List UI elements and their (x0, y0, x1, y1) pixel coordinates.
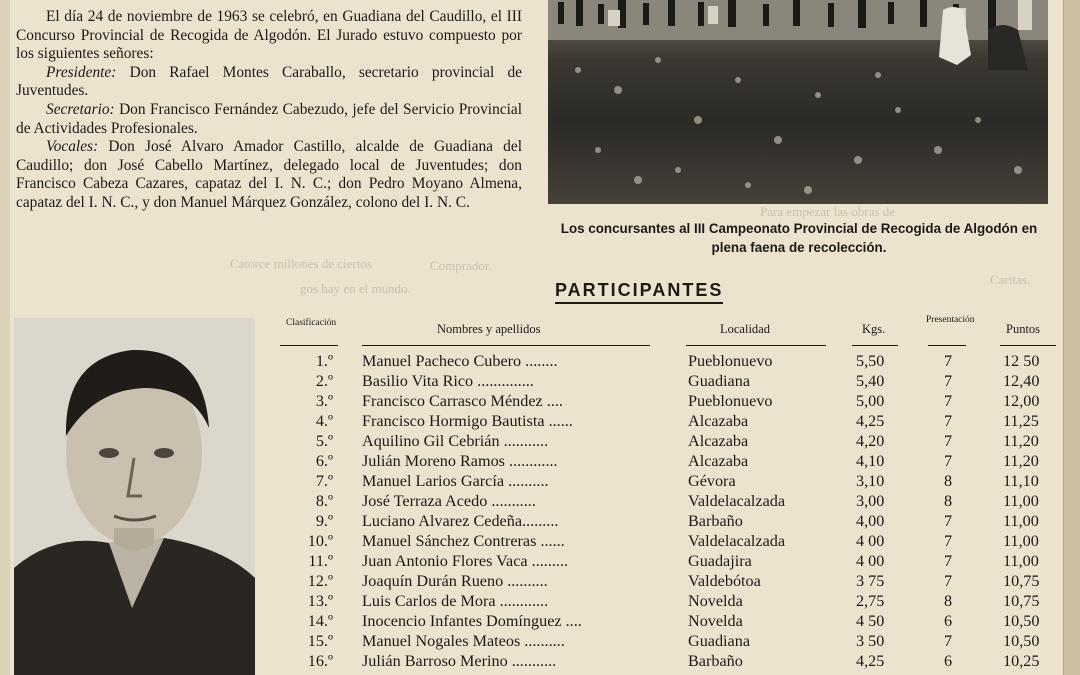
vocales-label: Vocales: (46, 138, 99, 156)
table-row (0, 512, 1065, 532)
name-cell: Basilio Vita Rico .............. (362, 372, 534, 390)
table-row (0, 472, 1065, 492)
presentation-cell: 8 (944, 592, 953, 610)
table-row (0, 492, 1065, 512)
presentation-cell: 7 (944, 532, 953, 550)
participants-heading: PARTICIPANTES (555, 280, 723, 304)
kgs-cell: 4 00 (856, 552, 885, 570)
vocales-text: Don José Alvaro Amador Castillo, alcalde de Guadiana del Caudillo; don José Cabello Martínez, delegado local de Juventudes; don Francisco Cabeza Cazares, capataz del I. N. C.; don Pedro Moyano Almena, capataz del I. N. C., y don Manuel Márquez González, colono del I. N. C. (16, 138, 522, 211)
kgs-cell: 4,00 (856, 512, 885, 530)
locality-cell: Guadiana (688, 632, 751, 650)
header-localidad: Localidad (720, 322, 770, 336)
rank-cell: 4.º (315, 412, 333, 430)
presentation-cell: 7 (944, 632, 953, 650)
presentation-cell: 7 (944, 572, 953, 590)
locality-cell: Pueblonuevo (688, 392, 773, 410)
name-cell: José Terraza Acedo ........... (362, 492, 536, 510)
secretario-line (16, 101, 522, 138)
kgs-cell: 3 50 (856, 632, 885, 650)
header-rule (852, 345, 898, 346)
rank-cell: 1.º (315, 352, 333, 370)
table-row (0, 372, 1065, 392)
presidente-text: Don Rafael Montes Caraballo, secretario provincial de Juventudes. (16, 63, 522, 100)
points-cell: 11,10 (1003, 472, 1039, 490)
kgs-cell: 5,00 (856, 392, 885, 410)
name-cell: Joaquín Durán Rueno .......... (362, 572, 548, 590)
presentation-cell: 7 (944, 412, 953, 430)
rank-cell: 14.º (307, 612, 333, 630)
presentation-cell: 6 (944, 652, 953, 670)
name-cell: Luciano Alvarez Cedeña......... (362, 512, 559, 530)
page-left-edge (0, 0, 10, 675)
table-row (0, 552, 1065, 572)
locality-cell: Barbaño (688, 652, 743, 670)
presentation-cell: 7 (944, 512, 953, 530)
name-cell: Juan Antonio Flores Vaca ......... (362, 552, 569, 570)
name-cell: Inocencio Infantes Domínguez .... (362, 612, 582, 630)
points-cell: 10,75 (1003, 572, 1040, 590)
header-kgs: Kgs. (862, 322, 886, 336)
kgs-cell: 4,25 (856, 412, 885, 430)
presidente-line (16, 64, 522, 101)
header-presentacion: Presentación (926, 315, 975, 325)
table-row (0, 652, 1065, 672)
presentation-cell: 7 (944, 432, 953, 450)
header-clasificacion: Clasificación (286, 318, 337, 328)
kgs-cell: 4,25 (856, 652, 885, 670)
rank-cell: 11.º (308, 552, 333, 570)
locality-cell: Gévora (688, 472, 736, 490)
points-cell: 10,50 (1003, 632, 1040, 650)
rank-cell: 8.º (315, 492, 333, 510)
adjacent-page-edge (1063, 0, 1080, 675)
bleed-text: Catorce millones de ciertos (230, 256, 372, 271)
presidente-label: Presidente: (46, 63, 117, 81)
presentation-cell: 7 (944, 552, 953, 570)
header-rule (1000, 345, 1056, 346)
points-cell: 11,20 (1003, 432, 1039, 450)
table-row (0, 532, 1065, 552)
table-row (0, 352, 1065, 372)
table-row (0, 432, 1065, 452)
presentation-cell: 8 (944, 492, 953, 510)
name-cell: Francisco Carrasco Méndez .... (362, 392, 563, 410)
kgs-cell: 2,75 (856, 592, 885, 610)
locality-cell: Guadiana (688, 372, 751, 390)
locality-cell: Guadajira (688, 552, 752, 570)
vocales-line (16, 138, 522, 212)
header-rule (686, 345, 826, 346)
kgs-cell: 4 00 (856, 532, 885, 550)
presentation-cell: 7 (944, 392, 953, 410)
locality-cell: Novelda (688, 592, 743, 610)
presentation-cell: 8 (944, 472, 953, 490)
name-cell: Luis Carlos de Mora ............ (362, 592, 549, 610)
header-rule (362, 345, 650, 346)
bleed-text: gos hay en el mundo. (300, 281, 411, 296)
points-cell: 11,00 (1003, 492, 1039, 510)
locality-cell: Barbaño (688, 512, 743, 530)
kgs-cell: 5,50 (856, 352, 885, 370)
kgs-cell: 4,20 (856, 432, 885, 450)
secretario-label: Secretario: (46, 100, 115, 118)
name-cell: Julián Barroso Merino ........... (362, 652, 557, 670)
locality-cell: Pueblonuevo (688, 352, 773, 370)
points-cell: 12,40 (1003, 372, 1040, 390)
kgs-cell: 3,10 (856, 472, 885, 490)
cotton-field-photo (548, 0, 1048, 204)
intro-paragraph: El día 24 de noviembre de 1963 se celebró, en Guadiana del Caudillo, el III Concurso Provincial de Recogida de Algodón. El Jurado estuvo compuesto por los siguientes señores: (16, 8, 522, 63)
kgs-cell: 4 50 (856, 612, 885, 630)
kgs-cell: 5,40 (856, 372, 885, 390)
points-cell: 11,00 (1003, 532, 1039, 550)
kgs-cell: 3,00 (856, 492, 885, 510)
points-cell: 10,25 (1003, 652, 1040, 670)
kgs-cell: 4,10 (856, 452, 885, 470)
bleed-text: Comprador. (430, 258, 492, 273)
rank-cell: 9.º (315, 512, 333, 530)
locality-cell: Alcazaba (688, 452, 749, 470)
intro-text (16, 8, 522, 213)
rank-cell: 2.º (315, 372, 333, 390)
table-row (0, 392, 1065, 412)
name-cell: Aquilino Gil Cebrián ........... (362, 432, 549, 450)
rank-cell: 7.º (315, 472, 333, 490)
name-cell: Manuel Sánchez Contreras ...... (362, 532, 565, 550)
presentation-cell: 7 (944, 372, 953, 390)
table-row (0, 592, 1065, 612)
header-rule (928, 345, 966, 346)
name-cell: Manuel Larios García .......... (362, 472, 549, 490)
locality-cell: Valdebótoa (688, 572, 761, 590)
rank-cell: 10.º (307, 532, 333, 550)
table-row (0, 572, 1065, 592)
points-cell: 12,00 (1003, 392, 1040, 410)
rank-cell: 5.º (315, 432, 333, 450)
rank-cell: 12.º (307, 572, 333, 590)
secretario-text: Don Francisco Fernández Cabezudo, jefe del Servicio Provincial de Actividades Profesionales. (16, 100, 522, 137)
locality-cell: Valdelacalzada (688, 532, 786, 550)
presentation-cell: 7 (944, 352, 953, 370)
header-rule (280, 345, 338, 346)
header-nombres: Nombres y apellidos (437, 322, 541, 336)
locality-cell: Novelda (688, 612, 743, 630)
presentation-cell: 6 (944, 612, 953, 630)
table-row (0, 632, 1065, 652)
bleed-text: Para empezar las obras de (760, 204, 895, 219)
points-cell: 10,50 (1003, 612, 1040, 630)
name-cell: Manuel Nogales Mateos .......... (362, 632, 565, 650)
locality-cell: Alcazaba (688, 432, 749, 450)
name-cell: Francisco Hormigo Bautista ...... (362, 412, 573, 430)
name-cell: Julián Moreno Ramos ............ (362, 452, 558, 470)
photo-caption: Los concursantes al III Campeonato Provincial de Recogida de Algodón en plena faena de recolección. (560, 221, 1038, 255)
rank-cell: 15.º (307, 632, 333, 650)
rank-cell: 16.º (307, 652, 333, 670)
points-cell: 11,00 (1003, 552, 1039, 570)
rank-cell: 3.º (315, 392, 333, 410)
header-puntos: Puntos (1006, 322, 1041, 336)
name-cell: Manuel Pacheco Cubero ........ (362, 352, 558, 370)
points-cell: 11,25 (1003, 412, 1039, 430)
points-cell: 11,00 (1003, 512, 1039, 530)
table-row (0, 612, 1065, 632)
locality-cell: Alcazaba (688, 412, 749, 430)
points-cell: 10,75 (1003, 592, 1040, 610)
table-row (0, 452, 1065, 472)
points-cell: 12 50 (1003, 352, 1040, 370)
presentation-cell: 7 (944, 452, 953, 470)
kgs-cell: 3 75 (856, 572, 885, 590)
points-cell: 11,20 (1003, 452, 1039, 470)
rank-cell: 13.º (307, 592, 333, 610)
rank-cell: 6.º (315, 452, 333, 470)
locality-cell: Valdelacalzada (688, 492, 786, 510)
bleed-text: Caritas. (990, 272, 1031, 287)
table-row (0, 412, 1065, 432)
